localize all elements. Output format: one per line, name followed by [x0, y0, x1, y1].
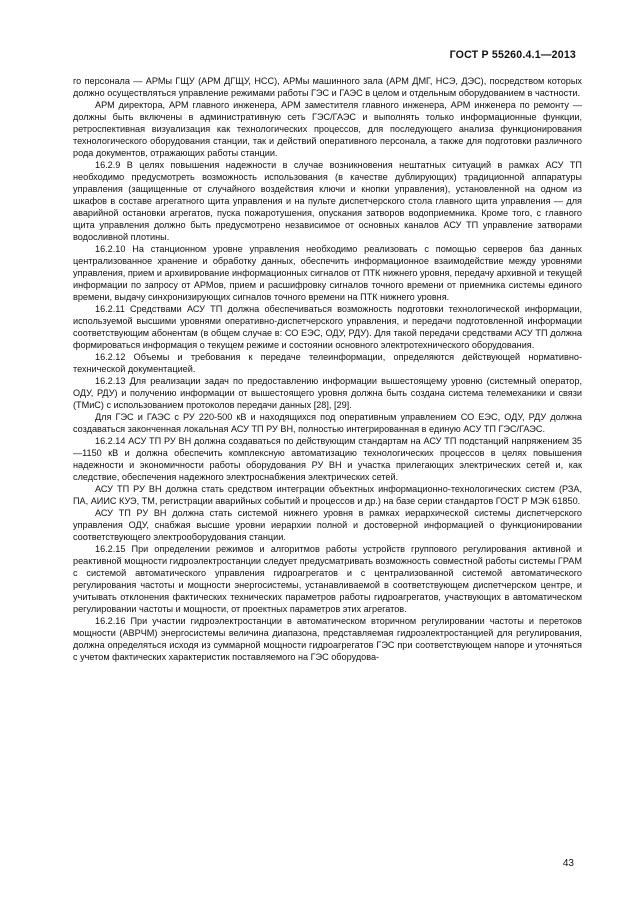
paragraph-continuation: го персонала — АРМы ГЩУ (АРМ ДГЩУ, НСС), АРМы машинного зала (АРМ ДМГ, НСЭ, ДЭС), посредством которых должно осуществляться управление режимами работы ГЭС и ГАЭС в целом и отдельным оборудованием в частности.: [73, 76, 582, 98]
paragraph-16-2-10: 16.2.10 На станционном уровне управления необходимо реализовать с помощью серверов баз данных централизованное хранение и обработку данных, обеспечить информационное взаимодействие между уровнями управления, прием и архивирование информационных сигналов от ПТК нижнего уровня, передачу архивной и текущей информации по запросу от АРМов, прием и расшифровку сигналов точного времени от приемника системы единого времени, выдачу синхронизирующих сигналов точного времени на ПТК нижнего уровня.: [73, 244, 582, 302]
paragraph-16-2-15: 16.2.15 При определении режимов и алгоритмов работы устройств группового регулирования активной и реактивной мощности гидроэлектростанции следует предусматривать возможность совместной работы системы ГРАМ с системой автоматического управления гидроагрегатов и с централизованной системой автоматического регулирования частоты и мощности энергосистемы, устанавливаемой в соответствующем диспетчерском центре, и учитывать отклонения фактических технических параметров работы гидроагрегатов, участвующих в автоматическом регулировании частоты и мощности, от проектных параметров этих агрегатов.: [73, 544, 582, 614]
paragraph-arm-director: АРМ директора, АРМ главного инженера, АРМ заместителя главного инженера, АРМ инженера по ремонту — должны быть включены в административную сеть ГЭС/ГАЭС и выполнять только информационные функции, ретроспективная визуализация как технологических процессов, для последующего анализа функционирования технологического оборудования станции, так и действий оперативного персонала, а также для подготовки различного рода документов, отражающих работы станции.: [73, 100, 582, 158]
paragraph-asu-integration: АСУ ТП РУ ВН должна стать средством интеграции объектных информационно-технологических систем (РЗА, ПА, АИИС КУЭ, ТМ, регистрации аварийных событий и процессов и др.) на базе серии стандартов ГОСТ Р МЭК 61850.: [73, 484, 582, 506]
paragraph-ges-gaes-220: Для ГЭС и ГАЭС с РУ 220-500 кВ и находящихся под оперативным управлением СО ЕЭС, ОДУ, РДУ должна создаваться законченная локальная АСУ ТП РУ ВН, полностью интегрированная в единую АСУ ТП ГЭС/ГАЭС.: [73, 412, 582, 434]
paragraph-16-2-13: 16.2.13 Для реализации задач по предоставлению информации вышестоящему уровню (системный оператор, ОДУ, РДУ) и получению информации от вышестоящего уровня должна быть создана система телемеханики и связи (ТМиС) с использованием протоколов передачи данных [28], [29].: [73, 376, 582, 410]
paragraph-16-2-16: 16.2.16 При участии гидроэлектростанции в автоматическом вторичном регулировании частоты и перетоков мощности (АВРЧМ) энергосистемы величина диапазона, представляемая гидроэлектростанцией для регулирования, должна определяться исходя из суммарной мощности гидроагрегатов ГЭС при соответствующем напоре и уточняться с учетом фактических характеристик поставляемого на ГЭС оборудова-: [73, 616, 582, 662]
body-text: [73, 75, 582, 663]
paragraph-16-2-9: 16.2.9 В целях повышения надежности в случае возникновения нештатных ситуаций в рамках АСУ ТП необходимо предусмотреть возможность использования (в качестве дублирующих) традиционной аппаратуры управления (защищенные от случайного воздействия ключи и кнопки управления), установленной на одном из шкафов в составе агрегатного щита управления и на пульте диспетчерского стола главного щита управления — для аварийной остановки агрегатов, пуска пожаротушения, опускания затворов водоприемника. Кроме того, с главного щита управления должно быть предусмотрено независимое от основных каналов АСУ ТП управление затворами водосливной плотины.: [73, 160, 582, 242]
standard-header: ГОСТ Р 55260.4.1—2013: [449, 49, 576, 61]
paragraph-16-2-14: 16.2.14 АСУ ТП РУ ВН должна создаваться по действующим стандартам на АСУ ТП подстанций напряжением 35—1150 кВ и должна обеспечить комплексную автоматизацию технологических процессов в целях повышения надежности и экономичности работы оборудования РУ ВН и участка прилегающих электрических сетей и, как следствие, обеспечения надежного электроснабжения электрических сетей.: [73, 436, 582, 482]
paragraph-16-2-12: 16.2.12 Объемы и требования к передаче телеинформации, определяются действующей нормативно-технической документацией.: [73, 352, 582, 374]
page-number: 43: [562, 858, 574, 869]
paragraph-asu-lower-level: АСУ ТП РУ ВН должна стать системой нижнего уровня в рамках иерархической системы диспетчерского управления ОДУ, снабжая высшие уровни иерархии полной и достоверной информацией о функционировании соответствующего электрооборудования станции.: [73, 508, 582, 542]
paragraph-16-2-11: 16.2.11 Средствами АСУ ТП должна обеспечиваться возможность подготовки технологической информации, используемой высшими уровнями оперативно-диспетчерского управления, и передачи подготовленной информации соответствующим абонентам (в общем случае в: СО ЕЭС, ОДУ, РДУ). Для такой передачи средствами АСУ ТП должна формироваться информация о текущем режиме и состоянии основного электротехнического оборудования.: [73, 304, 582, 350]
